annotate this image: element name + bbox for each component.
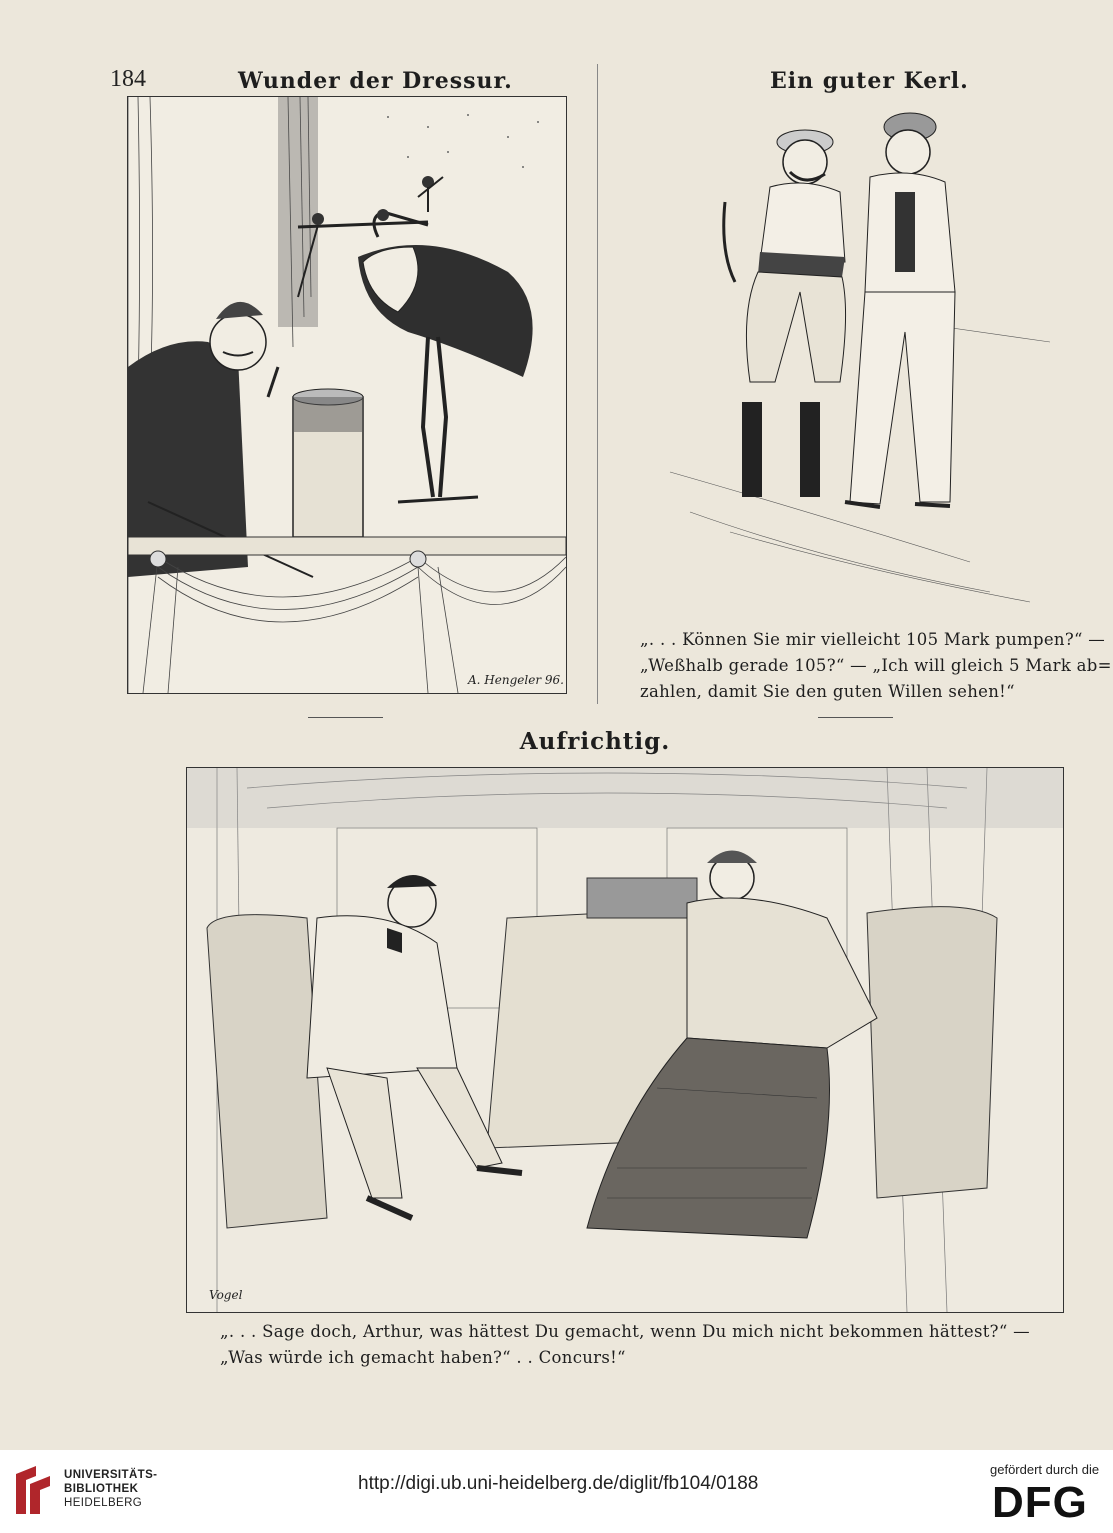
separator-right [818,717,893,718]
two-men-drawing [610,92,1080,612]
university-library-logo-icon [14,1464,56,1516]
illustration-couple-salon [186,767,1064,1313]
caption-guter-kerl-line1: „. . . Können Sie mir vielleicht 105 Mark pumpen?“ — [640,630,1106,649]
caption-guter-kerl [640,627,1112,705]
library-name [64,1468,157,1510]
digital-object-url-link[interactable]: http://digi.ub.uni-heidelberg.de/diglit/fb104/0188 [358,1473,759,1494]
library-name-line2: BIBLIOTHEK [64,1483,139,1495]
separator-left [308,717,383,718]
library-name-line3: HEIDELBERG [64,1497,143,1509]
caption-aufrichtig-line1: „. . . Sage doch, Arthur, was hättest Du gemacht, wenn Du mich nicht bekommen hättest?“ — [220,1322,1030,1341]
illustration-stork-trainer [127,96,567,694]
stork-trainer-drawing [128,97,566,693]
dfg-logo: DFG [992,1478,1088,1527]
caption-guter-kerl-line2: „Weßhalb gerade 105?“ — „Ich will gleich 5 Mark ab= [640,656,1112,675]
cartoon-title-guter-kerl: Ein guter Kerl. [770,68,969,94]
page-number: 184 [110,66,146,92]
cartoon-title-dressur: Wunder der Dressur. [238,68,513,94]
column-divider [597,64,598,704]
caption-aufrichtig-line2: „Was würde ich gemacht haben?“ . . Concurs!“ [220,1348,626,1367]
caption-guter-kerl-line3: zahlen, damit Sie den guten Willen sehen!“ [640,682,1015,701]
cartoon-title-aufrichtig: Aufrichtig. [519,728,671,755]
viewer-footer-bar [0,1450,1113,1533]
caption-aufrichtig [220,1319,1030,1371]
funded-by-label: gefördert durch die [990,1462,1100,1477]
couple-salon-drawing [187,768,1063,1312]
artist-signature-hengeler: A. Hengeler 96. [468,673,564,687]
illustration-two-men [610,92,1080,612]
artist-signature-vogel: Vogel [209,1288,243,1302]
library-name-line1: UNIVERSITÄTS- [64,1469,158,1481]
